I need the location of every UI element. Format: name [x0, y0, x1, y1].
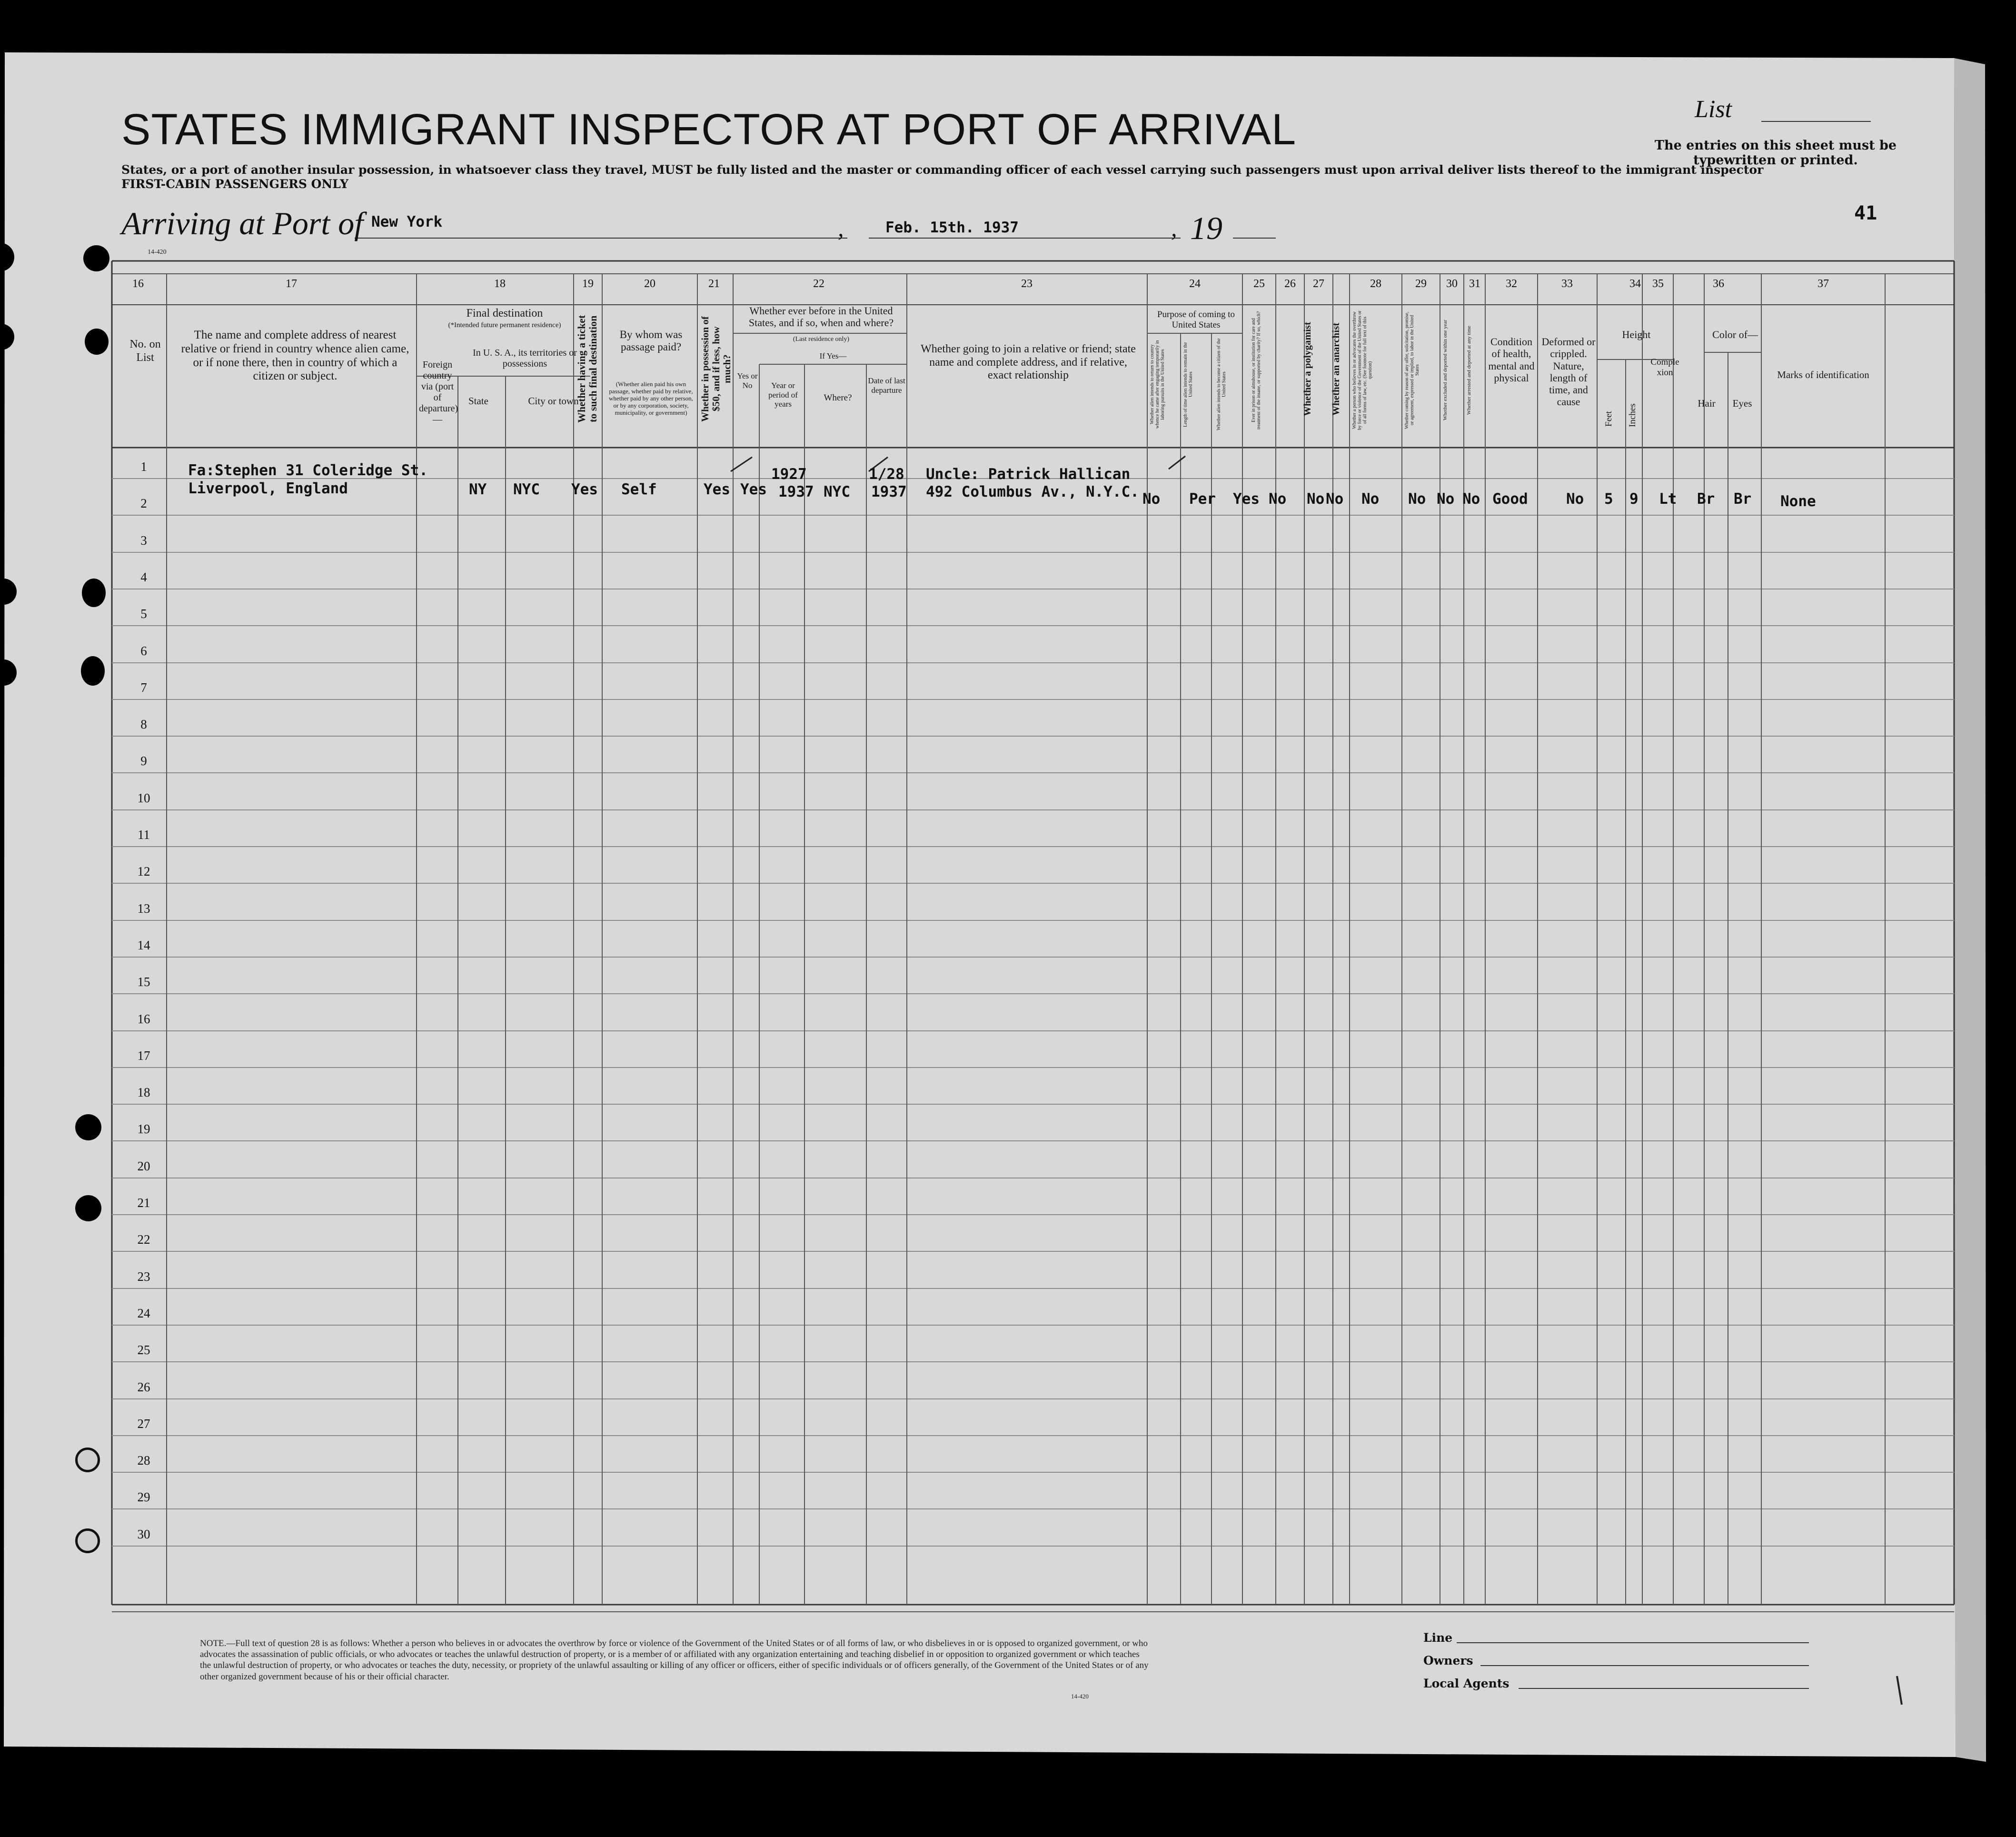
punch-hole	[75, 1448, 100, 1472]
header-feet: Feet	[1604, 411, 1614, 427]
row-number: 2	[140, 496, 147, 510]
entry-money: Yes	[704, 481, 730, 498]
header-excluded: Whether excluded and deported within one year	[1442, 319, 1448, 421]
row-number: 4	[140, 570, 147, 584]
intro-text: States, or a port of another insular possession, in whatsoever class they travel, MUST be fully listed and the master or commanding officer of each vessel carrying such passengers must upon arrival deliver lists thereof to the immigrant inspector	[121, 163, 1764, 177]
row-number: 26	[137, 1380, 150, 1394]
column-number: 18	[494, 278, 506, 290]
entry-citizen: Yes	[1233, 490, 1260, 508]
row-number: 12	[137, 864, 150, 879]
column-number: 17	[286, 278, 297, 290]
row-number: 28	[137, 1453, 150, 1468]
header-arrested: Whether arrested and deported at any time	[1466, 326, 1472, 415]
header-ticket: Whether having a ticket to such final destination	[576, 315, 599, 423]
entry-ticket: Yes	[571, 481, 598, 498]
header-yes-or-no: Yes or No	[737, 371, 758, 390]
entry-joining-line1: Uncle: Patrick Hallican	[926, 466, 1131, 483]
header-purpose: Purpose of coming to United States	[1157, 309, 1235, 330]
first-cabin-label: FIRST-CABIN PASSENGERS ONLY	[121, 177, 349, 191]
column-number: 35	[1652, 278, 1664, 290]
column-number: 36	[1713, 278, 1724, 290]
entry-year-to: 1937	[778, 483, 814, 500]
entry-complexion: Lt	[1659, 490, 1677, 508]
entry-city: NYC	[513, 481, 540, 498]
entry-state: NY	[469, 481, 487, 498]
punch-hole	[85, 329, 109, 355]
column-number: 27	[1313, 278, 1324, 290]
column-number: 29	[1415, 278, 1427, 290]
entry-labor: No	[1408, 490, 1426, 508]
arriving-label: Arriving at Port of	[121, 205, 364, 241]
row-number: 3	[140, 533, 147, 548]
column-number: 21	[708, 278, 720, 290]
punch-hole	[75, 1114, 101, 1140]
punch-hole	[75, 1195, 101, 1221]
row-number: 20	[137, 1159, 150, 1173]
column-number: 22	[813, 278, 824, 290]
column-number: 16	[132, 278, 144, 290]
row-number: 18	[137, 1085, 150, 1099]
form-code: 14-420	[148, 249, 167, 256]
list-label: List	[1695, 96, 1732, 123]
header-complexion: Complexion	[1650, 357, 1679, 378]
punch-hole	[83, 245, 109, 271]
header-year: Year or period of years	[768, 381, 798, 409]
header-length-of-stay: Length of time alien intends to remain in the United States	[1183, 342, 1193, 427]
header-money: Whether in possession of $50, and if less, how much?	[699, 316, 733, 422]
typewritten-instruction: The entries on this sheet must be typewritten or printed.	[1654, 138, 1897, 168]
row-number: 6	[140, 644, 147, 658]
entry-prison: No	[1269, 490, 1287, 508]
row-number: 19	[137, 1122, 150, 1136]
header-polygamist: Whether a polygamist	[1301, 322, 1313, 416]
entry-deformed: No	[1566, 490, 1584, 508]
local-agents-label: Local Agents	[1423, 1677, 1510, 1690]
row-number: 1	[140, 459, 147, 474]
header-labor-offer: Whether coming by reason of any offer, solicitation, promise, or agreement, expressed or implied, to labor in the United States	[1404, 311, 1420, 429]
comma: ,	[1171, 215, 1177, 241]
header-foreign-country: Foreign country via (port of departure)—	[419, 359, 458, 425]
entry-where: NYC	[824, 483, 850, 500]
column-number: 34	[1629, 278, 1641, 290]
header-nearest-relative: The name and complete address of nearest relative or friend in country whence alien came, or if none there, then in country of which a citizen or subject.	[181, 329, 409, 383]
entry-return: No	[1142, 490, 1161, 508]
header-before-in-us: Whether ever before in the United States, and if so, when and where?	[748, 305, 894, 329]
header-passage-note: (Whether alien paid his own passage, whether paid by relative, whether paid by any other person, or by any corporation, society, municipality, or government)	[609, 380, 693, 416]
row-number: 14	[137, 938, 150, 952]
paper-edge	[1954, 58, 1986, 1762]
port-of-arrival: New York	[371, 213, 443, 230]
header-overthrow: Whether a person who believes in or advocates the overthrow by force or violence of the Government of the United States or of all forms of law, etc. (See footnote for full text of this question)	[1352, 310, 1373, 430]
line-label: Line	[1423, 1631, 1453, 1645]
entry-passage: Self	[621, 481, 657, 498]
row-number: 30	[137, 1527, 150, 1541]
year-prefix: 19	[1190, 210, 1222, 246]
row-number: 25	[137, 1343, 150, 1357]
row-number: 5	[140, 607, 147, 621]
owners-label: Owners	[1423, 1654, 1473, 1667]
header-prison: Ever in prison or almshouse, or institution for care and treatment of the insane, or supported by charity? If so, which?	[1251, 311, 1261, 429]
column-number: 19	[582, 278, 594, 290]
page-title: STATES IMMIGRANT INSPECTOR AT PORT OF ARRIVAL	[121, 105, 1297, 154]
entry-date-month: 1/28	[869, 466, 904, 483]
header-height: Height	[1622, 329, 1651, 340]
header-final-destination-note: (*Intended future permanent residence)	[448, 321, 561, 329]
entry-hair: Br	[1697, 490, 1715, 508]
entry-relative-line1: Fa:Stephen 31 Coleridge St.	[188, 462, 428, 479]
entry-health: Good	[1492, 490, 1528, 508]
row-number: 8	[140, 717, 147, 731]
footer-form-code: 14-420	[1071, 1693, 1089, 1700]
row-number: 29	[137, 1490, 150, 1504]
header-return-intent: Whether alien intends to return to country whence he came after engaging temporarily in laboring pursuits in the United States	[1150, 340, 1165, 429]
arrival-date: Feb. 15th. 1937	[885, 219, 1019, 236]
entry-joining-line2: 492 Columbus Av., N.Y.C.	[926, 483, 1139, 500]
row-number: 24	[137, 1306, 150, 1320]
row-number: 23	[137, 1269, 150, 1284]
column-number: 25	[1253, 278, 1265, 290]
header-if-yes: If Yes—	[819, 351, 847, 360]
row-number: 13	[137, 901, 150, 916]
row-number: 11	[138, 828, 150, 842]
sheet-number: 41	[1854, 202, 1877, 224]
entry-date-year: 1937	[871, 483, 907, 500]
header-marks: Marks of identification	[1777, 369, 1869, 380]
punch-hole	[75, 1528, 100, 1553]
header-eyes: Eyes	[1732, 398, 1752, 409]
column-number: 30	[1446, 278, 1458, 290]
header-health: Condition of health, mental and physical	[1488, 336, 1535, 384]
header-deformed: Deformed or crippled. Nature, length of time, and cause	[1541, 336, 1596, 408]
row-number: 7	[140, 680, 147, 695]
column-number: 26	[1284, 278, 1296, 290]
entry-overthrow: No	[1361, 490, 1380, 508]
paper	[4, 52, 1956, 1757]
header-color-of: Color of—	[1712, 329, 1758, 340]
header-inches: Inches	[1628, 403, 1638, 428]
column-number: 32	[1506, 278, 1517, 290]
header-in-usa: In U. S. A., its territories or possessions	[473, 348, 577, 369]
column-number: 20	[644, 278, 655, 290]
row-number: 9	[140, 754, 147, 768]
row-number: 17	[137, 1048, 150, 1063]
header-date-last-departure: Date of last departure	[868, 376, 905, 395]
entry-relative-line2: Liverpool, England	[188, 480, 348, 497]
header-state: State	[468, 395, 488, 407]
column-number: 33	[1561, 278, 1573, 290]
header-anarchist: Whether an anarchist	[1330, 322, 1341, 416]
entry-anarchist: No	[1326, 490, 1344, 508]
column-number: 28	[1370, 278, 1381, 290]
column-number: 23	[1021, 278, 1033, 290]
row-number: 22	[137, 1232, 150, 1247]
punch-hole	[82, 579, 106, 607]
row-number: 21	[137, 1196, 150, 1210]
entry-before-us: Yes	[740, 481, 767, 498]
header-hair: Hair	[1698, 398, 1716, 409]
column-number: 24	[1189, 278, 1201, 290]
entry-eyes: Br	[1734, 490, 1752, 508]
header-passage-paid: By whom was passage paid?	[619, 329, 683, 353]
row-number: 10	[137, 791, 150, 805]
entry-length: Per	[1189, 490, 1216, 508]
entry-feet: 5	[1604, 490, 1613, 508]
entry-year-from: 1927	[771, 466, 807, 483]
header-final-destination: Final destination	[466, 307, 543, 319]
row-number: 16	[137, 1012, 150, 1026]
entry-excluded: No	[1437, 490, 1455, 508]
footnote-question-28: NOTE.—Full text of question 28 is as follows: Whether a person who believes in or advocates the overthrow by force or violence of the Government of the United States or of all forms of law, or who disbelieves in or is opposed to organized government, or who advocates the assassination of public officials, or who advocates or teaches the unlawful destruction of property, or is a member of or affiliated with any organization entertaining and teaching disbelief in or opposition to organized government or which teaches the unlawful destruction of property, or who advocates or teaches the duty, necessity, or propriety of the unlawful assaulting or killing of any officer or officers, either of specific individuals or of officers generally, of the Government of the United States or of any other organized government because of his or their official character.	[200, 1638, 1149, 1682]
header-city: City or town	[528, 395, 579, 407]
header-no-on-list: No. on List	[129, 338, 161, 364]
header-last-residence: (Last residence only)	[793, 336, 850, 343]
column-number: 31	[1469, 278, 1480, 290]
entry-arrested: No	[1462, 490, 1480, 508]
header-where: Where?	[824, 393, 852, 403]
entry-inches: 9	[1629, 490, 1639, 508]
column-number: 37	[1817, 278, 1829, 290]
header-joining-relative: Whether going to join a relative or friend; state name and complete address, and if relative, exact relationship	[921, 343, 1136, 382]
punch-hole	[81, 656, 105, 686]
header-citizen-intent: Whether alien intends to become a citizen of the United States	[1216, 338, 1227, 431]
entry-marks: None	[1780, 493, 1816, 510]
comma: ,	[838, 215, 844, 241]
row-number: 15	[137, 975, 150, 989]
row-number: 27	[137, 1417, 150, 1431]
entry-polygamist: No	[1307, 490, 1325, 508]
